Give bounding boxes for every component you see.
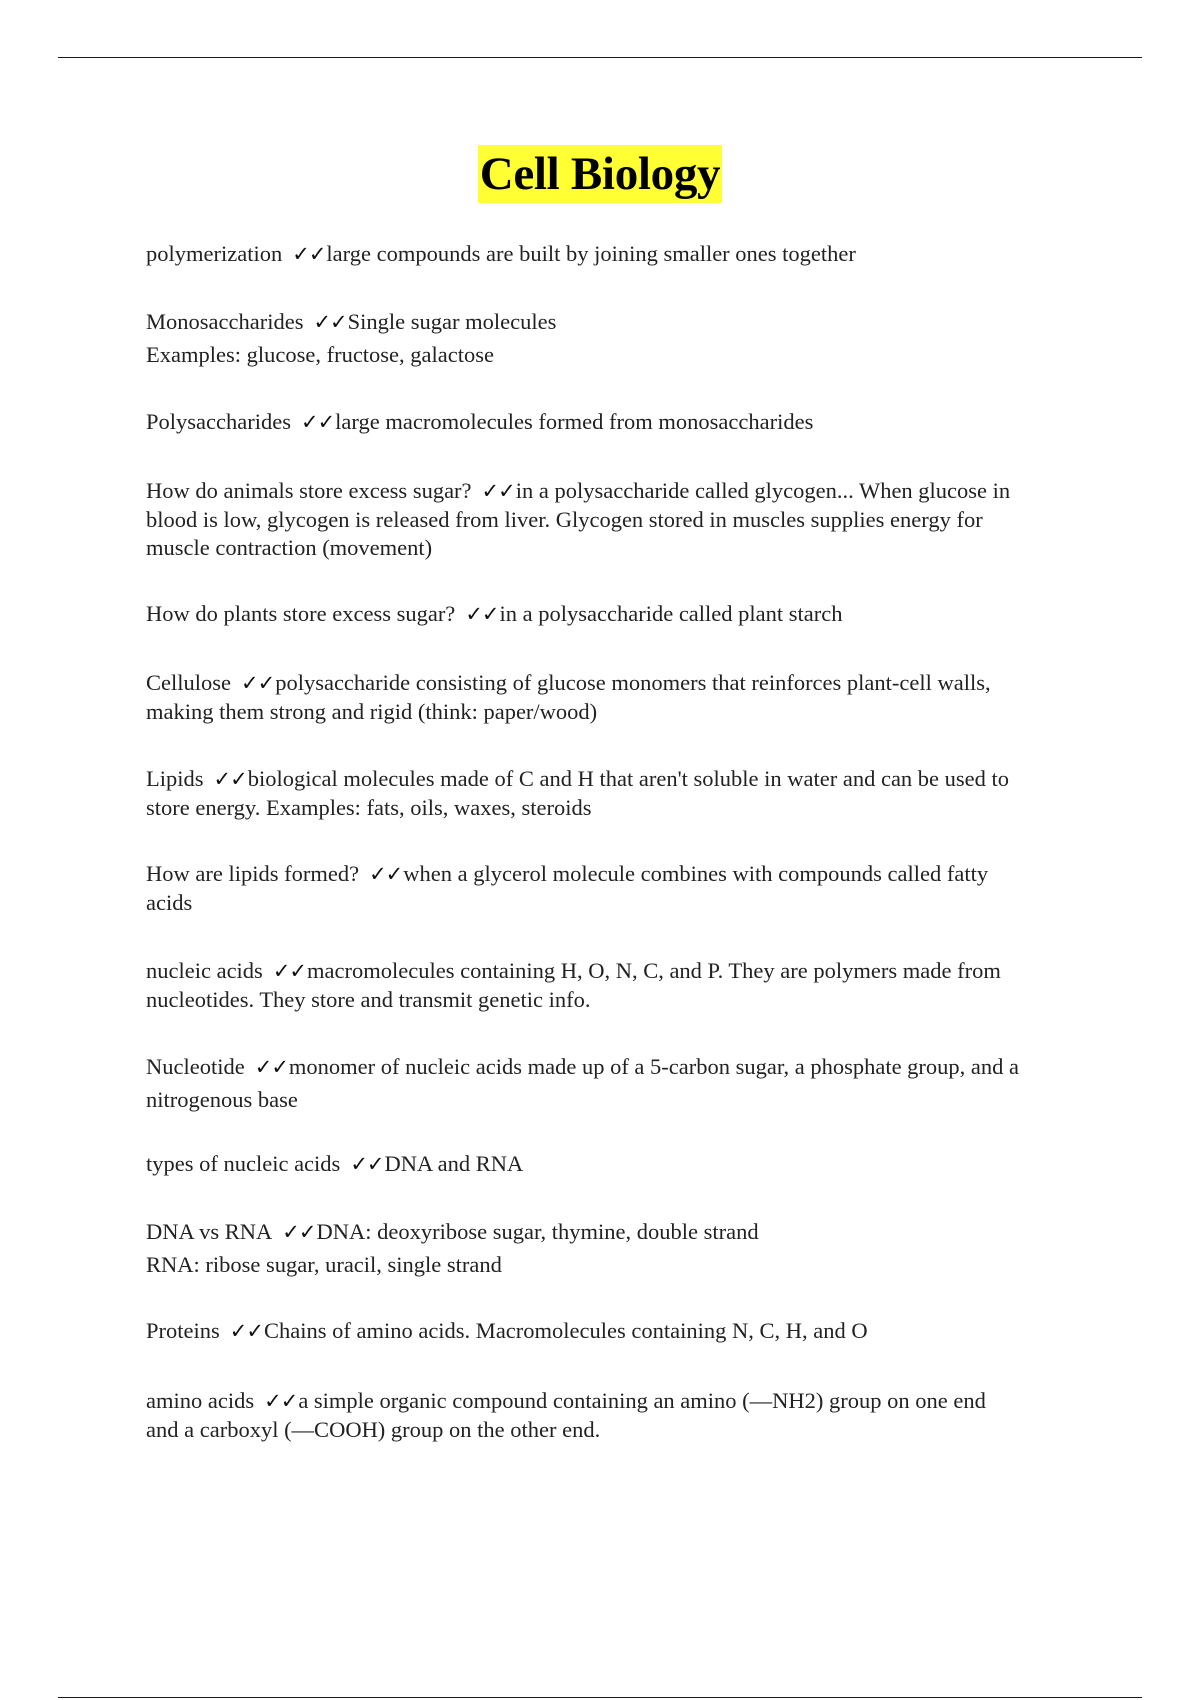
- flashcard-entry: [146, 308, 1096, 369]
- footer-rule: [58, 1697, 1142, 1698]
- entry-line: [146, 408, 1096, 437]
- entry-definition: macromolecules containing H, O, N, C, and P. They are polymers made from: [307, 958, 1001, 983]
- title-block: [0, 145, 1200, 203]
- entry-term: types of nucleic acids: [146, 1151, 341, 1176]
- entry-line: [146, 1218, 1096, 1247]
- entry-term: nucleic acids: [146, 958, 263, 983]
- entry-definition: DNA and RNA: [384, 1151, 524, 1176]
- entry-line: [146, 765, 1096, 794]
- entry-definition: in a polysaccharide called plant starch: [499, 601, 843, 626]
- flashcard-entry: [146, 1317, 1096, 1346]
- flashcard-entry: [146, 1218, 1096, 1279]
- double-check-icon: ✓✓: [292, 242, 326, 266]
- entry-term: How do animals store excess sugar?: [146, 478, 472, 503]
- entry-term: Proteins: [146, 1318, 220, 1343]
- entry-line: [146, 600, 1096, 629]
- double-check-icon: ✓✓: [254, 1055, 288, 1079]
- flashcard-entry: [146, 957, 1096, 1014]
- entry-definition: Single sugar molecules: [347, 309, 557, 334]
- flashcard-entry: [146, 1150, 1096, 1179]
- entry-line: [146, 1053, 1096, 1082]
- double-check-icon: ✓✓: [369, 862, 403, 886]
- entry-line: [146, 1150, 1096, 1179]
- entry-extra-line: RNA: ribose sugar, uracil, single strand: [146, 1251, 502, 1277]
- entry-term: How are lipids formed?: [146, 861, 360, 886]
- double-check-icon: ✓✓: [313, 310, 347, 334]
- entry-term: Cellulose: [146, 670, 231, 695]
- double-check-icon: ✓✓: [213, 767, 247, 791]
- entry-definition-continued: nitrogenous base: [146, 1086, 298, 1112]
- header-rule: [58, 57, 1142, 58]
- entry-definition: in a polysaccharide called glycogen... When glucose in: [515, 478, 1011, 503]
- double-check-icon: ✓✓: [300, 410, 335, 434]
- entry-line: [146, 860, 1096, 889]
- entry-definition: Chains of amino acids. Macromolecules containing N, C, H, and O: [263, 1318, 868, 1343]
- entry-definition: monomer of nucleic acids made up of a 5-carbon sugar, a phosphate group, and a: [288, 1054, 1020, 1079]
- entry-line: [146, 477, 1096, 506]
- entry-definition-continued: making them strong and rigid (think: paper/wood): [146, 698, 598, 724]
- flashcard-entry: [146, 477, 1096, 563]
- entry-line: [146, 669, 1096, 698]
- double-check-icon: ✓✓: [264, 1389, 298, 1413]
- page-title: Cell Biology: [478, 145, 723, 203]
- entry-definition-continued: blood is low, glycogen is released from liver. Glycogen stored in muscles supplies energy for: [146, 506, 983, 532]
- entry-term: Monosaccharides: [146, 309, 304, 334]
- entry-extra-line: Examples: glucose, fructose, galactose: [146, 341, 495, 367]
- entry-definition: DNA: deoxyribose sugar, thymine, double strand: [316, 1219, 759, 1244]
- entry-term: Nucleotide: [146, 1054, 245, 1079]
- entry-definition: when a glycerol molecule combines with compounds called fatty: [403, 861, 989, 886]
- entry-term: Polysaccharides: [146, 409, 291, 434]
- double-check-icon: ✓✓: [481, 479, 515, 503]
- entry-definition: polysaccharide consisting of glucose monomers that reinforces plant-cell walls,: [275, 670, 991, 695]
- entry-term: Lipids: [146, 766, 204, 791]
- flashcard-entry: [146, 765, 1096, 822]
- flashcard-entry: [146, 240, 1096, 269]
- entry-definition: large compounds are built by joining smaller ones together: [326, 241, 856, 266]
- entry-definition: a simple organic compound containing an amino (—NH2) group on one end: [298, 1388, 986, 1413]
- entry-definition-continued: store energy. Examples: fats, oils, waxes, steroids: [146, 794, 592, 820]
- flashcard-entry: [146, 1053, 1096, 1114]
- double-check-icon: ✓✓: [241, 671, 275, 695]
- entry-term: How do plants store excess sugar?: [146, 601, 456, 626]
- double-check-icon: ✓✓: [465, 602, 499, 626]
- flashcard-entry: [146, 669, 1096, 726]
- entry-line: [146, 1317, 1096, 1346]
- entry-line: [146, 240, 1096, 269]
- entry-definition-continued: nucleotides. They store and transmit genetic info.: [146, 986, 591, 1012]
- entry-definition: large macromolecules formed from monosaccharides: [335, 409, 814, 434]
- entry-line: [146, 308, 1096, 337]
- entry-definition-continued: and a carboxyl (—COOH) group on the other end.: [146, 1416, 601, 1442]
- entry-line: [146, 957, 1096, 986]
- double-check-icon: ✓✓: [272, 959, 307, 983]
- flashcard-entry: [146, 408, 1096, 437]
- entry-term: amino acids: [146, 1388, 255, 1413]
- entry-definition-continued: acids: [146, 889, 193, 915]
- double-check-icon: ✓✓: [229, 1319, 263, 1343]
- flashcard-entry: [146, 600, 1096, 629]
- entry-definition: biological molecules made of C and H that aren't soluble in water and can be used to: [247, 766, 1010, 791]
- entry-definition-continued: muscle contraction (movement): [146, 535, 433, 560]
- entry-term: polymerization: [146, 241, 283, 266]
- entry-term: DNA vs RNA: [146, 1219, 273, 1244]
- double-check-icon: ✓✓: [350, 1152, 384, 1176]
- double-check-icon: ✓✓: [282, 1220, 316, 1244]
- flashcard-entry: [146, 1387, 1096, 1444]
- flashcard-entry: [146, 860, 1096, 917]
- entry-line: [146, 1387, 1096, 1416]
